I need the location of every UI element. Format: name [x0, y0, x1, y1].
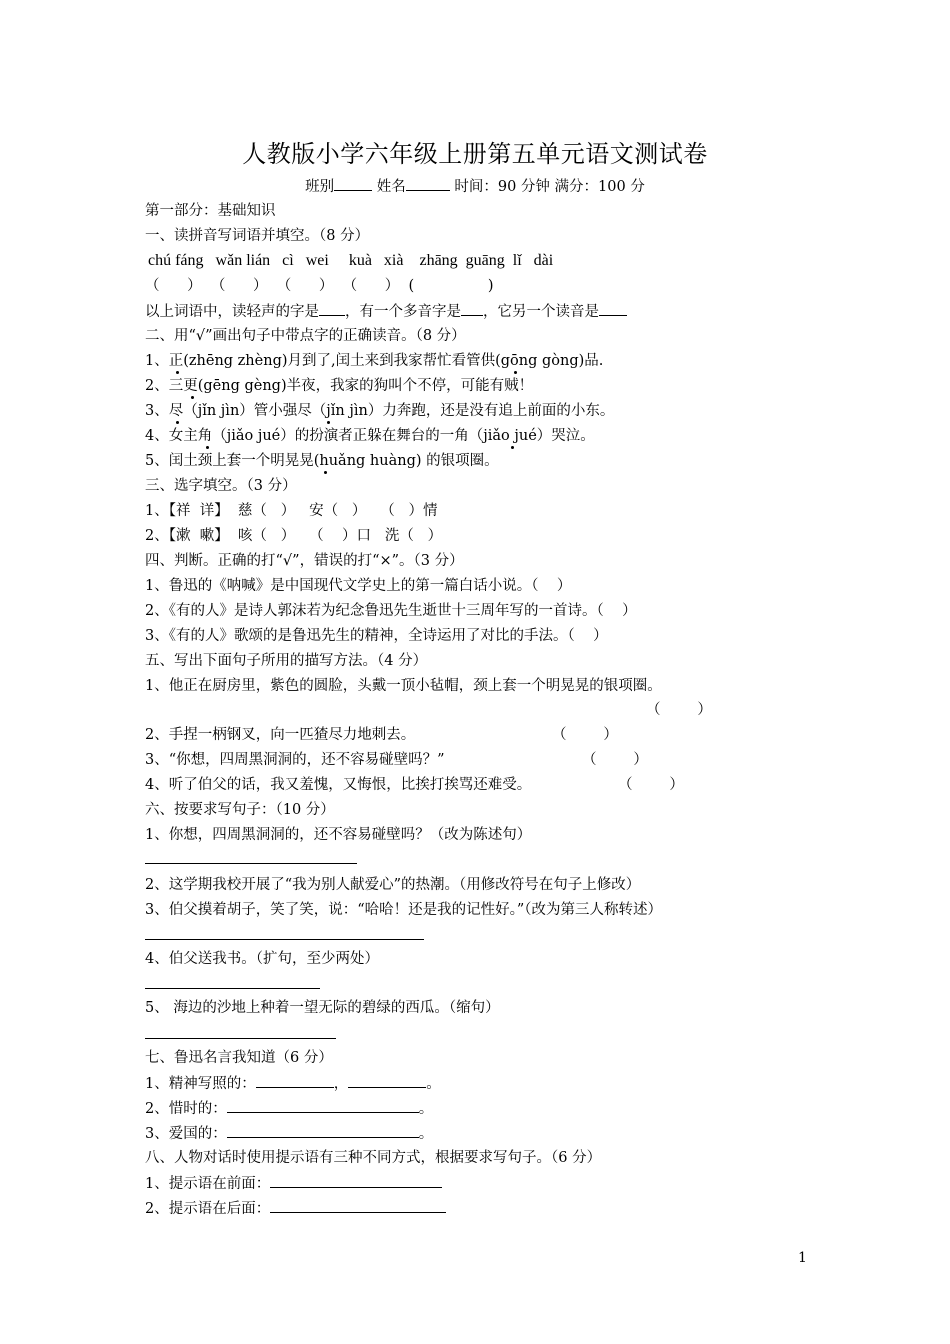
q8-item-1	[145, 1173, 442, 1194]
answer-blank[interactable]	[270, 1173, 442, 1188]
answer-line[interactable]	[145, 863, 357, 864]
q3-item-2: 2、【漱 嗽】 咳（ ） （ ）口 洗（ ）	[145, 528, 443, 544]
q6-item-2: 2、这学期我校开展了“我为别人献爱心”的热潮。（用修改符号在句子上修改）	[145, 877, 641, 893]
q7-item-2-label: 2、惜时的：	[145, 1101, 227, 1117]
q7-item-1: 1、精神写照的： ， 。	[145, 1073, 441, 1094]
q2-heading: 二、用“√”画出句子中带点字的正确读音。（8 分）	[145, 328, 466, 344]
q8-item-1-label: 1、提示语在前面：	[145, 1176, 271, 1192]
q3-heading: 三、选字填空。（3 分）	[145, 478, 297, 494]
q6-heading: 六、按要求写句子：（10 分）	[145, 802, 335, 818]
q4-item-2: 2、《有的人》是诗人郭沫若为纪念鲁迅先生逝世十三周年写的一首诗。（ ）	[145, 603, 637, 619]
q1-blank-1[interactable]	[319, 301, 345, 316]
q5-answer-4[interactable]: （ ）	[618, 777, 684, 793]
emphasis-dot	[191, 396, 194, 399]
emphasis-dot	[206, 446, 209, 449]
q7-item-2: 2、惜时的： 。	[145, 1098, 433, 1119]
q8-item-2-label: 2、提示语在后面：	[145, 1201, 271, 1217]
q2-item-3: 3、尽（jǐn jìn）管小强尽（jǐn jìn）力奔跑，还是没有追上前面的小东。	[145, 403, 615, 419]
answer-blank[interactable]	[227, 1123, 419, 1138]
q8-item-2	[145, 1198, 446, 1219]
q5-item-3: 3、“你想，四周黑洞洞的，还不容易碰壁吗？”	[145, 752, 445, 768]
q1-answer-parens[interactable]: （ ） （ ） （ ） （ ） ( )	[145, 278, 494, 294]
q5-answer-2[interactable]: （ ）	[552, 727, 618, 743]
emphasis-dot	[327, 421, 330, 424]
q7-item-3: 3、爱国的： 。	[145, 1123, 433, 1144]
emphasis-dot	[324, 471, 327, 474]
class-blank[interactable]	[334, 176, 372, 191]
answer-blank[interactable]	[227, 1098, 419, 1113]
q4-heading: 四、判断。正确的打“√”，错误的打“×”。（3 分）	[145, 553, 464, 569]
q5-item-1: 1、他正在厨房里，紫色的圆脸，头戴一顶小毡帽，颈上套一个明晃晃的银项圈。	[145, 678, 662, 694]
q1-fill	[145, 301, 627, 322]
answer-line[interactable]	[145, 988, 320, 989]
score-text: 满分：100 分	[554, 179, 645, 195]
q1-fill-text-1: 以上词语中，读轻声的字是	[145, 304, 319, 320]
answer-line[interactable]	[145, 1038, 336, 1039]
q5-heading: 五、写出下面句子所用的描写方法。（4 分）	[145, 653, 428, 669]
emphasis-dot	[511, 446, 514, 449]
q1-blank-3[interactable]	[599, 301, 627, 316]
q2-item-5: 5、闰土颈上套一个明晃晃(huǎng huàng) 的银项圈。	[145, 453, 499, 469]
q1-fill-text-3: ，它另一个读音是	[483, 304, 599, 320]
answer-blank[interactable]	[256, 1073, 334, 1088]
q7-heading: 七、鲁迅名言我知道（6 分）	[145, 1050, 333, 1066]
q4-item-1: 1、鲁迅的《呐喊》是中国现代文学史上的第一篇白话小说。（ ）	[145, 578, 572, 594]
page-title: 人教版小学六年级上册第五单元语文测试卷	[242, 140, 708, 168]
q1-heading: 一、读拼音写词语并填空。（8 分）	[145, 228, 370, 244]
q1-fill-text-2: ，有一个多音字是	[345, 304, 461, 320]
q6-item-3: 3、伯父摸着胡子，笑了笑，说：“哈哈！还是我的记性好。”（改为第三人称转述）	[145, 902, 663, 918]
q4-item-3: 3、《有的人》歌颂的是鲁迅先生的精神，全诗运用了对比的手法。（ ）	[145, 628, 608, 644]
name-label: 姓名	[376, 179, 406, 195]
class-label: 班别	[305, 179, 335, 195]
q1-pinyin: chú fáng wǎn lián cì wei kuà xià zhāng guāng lǐ dài	[148, 252, 554, 269]
q5-item-4: 4、听了伯父的话，我又羞愧，又悔恨，比挨打挨骂还难受。	[145, 777, 532, 793]
emphasis-dot	[176, 371, 179, 374]
q1-blank-2[interactable]	[461, 301, 483, 316]
q5-item-2: 2、手捏一柄钢叉，向一匹猹尽力地刺去。	[145, 727, 416, 743]
q2-item-1: 1、正(zhēng zhèng)月到了,闰土来到我家帮忙看管供(gōng gòng)品.	[145, 353, 604, 369]
q8-heading: 八、人物对话时使用提示语有三种不同方式，根据要求写句子。（6 分）	[145, 1150, 602, 1166]
emphasis-dot	[514, 371, 517, 374]
time-text: 时间：90 分钟	[454, 179, 550, 195]
q6-item-5: 5、 海边的沙地上种着一望无际的碧绿的西瓜。（缩句）	[145, 1000, 500, 1016]
part1-heading: 第一部分：基础知识	[145, 203, 276, 219]
q5-answer-1[interactable]: （ ）	[646, 702, 712, 718]
q2-item-4: 4、女主角（jiǎo jué）的扮演者正躲在舞台的一角（jiǎo jué）哭泣。	[145, 428, 595, 444]
q7-item-1-label: 1、精神写照的：	[145, 1076, 256, 1092]
answer-blank[interactable]	[348, 1073, 426, 1088]
q3-item-1: 1、【祥 详】 慈（ ） 安（ ） （ ）情	[145, 503, 438, 519]
q2-item-2: 2、三更(gēng gèng)半夜，我家的狗叫个不停，可能有贼！	[145, 378, 534, 394]
q5-answer-3[interactable]: （ ）	[582, 752, 648, 768]
page-number: 1	[798, 1250, 807, 1266]
emphasis-dot	[176, 421, 179, 424]
answer-blank[interactable]	[270, 1198, 446, 1213]
q7-item-3-label: 3、爱国的：	[145, 1126, 227, 1142]
header-info	[0, 176, 950, 197]
answer-line[interactable]	[145, 939, 424, 940]
name-blank[interactable]	[406, 176, 450, 191]
q6-item-4: 4、伯父送我书。（扩句，至少两处）	[145, 951, 379, 967]
q6-item-1: 1、你想，四周黑洞洞的，还不容易碰壁吗？（改为陈述句）	[145, 827, 532, 843]
